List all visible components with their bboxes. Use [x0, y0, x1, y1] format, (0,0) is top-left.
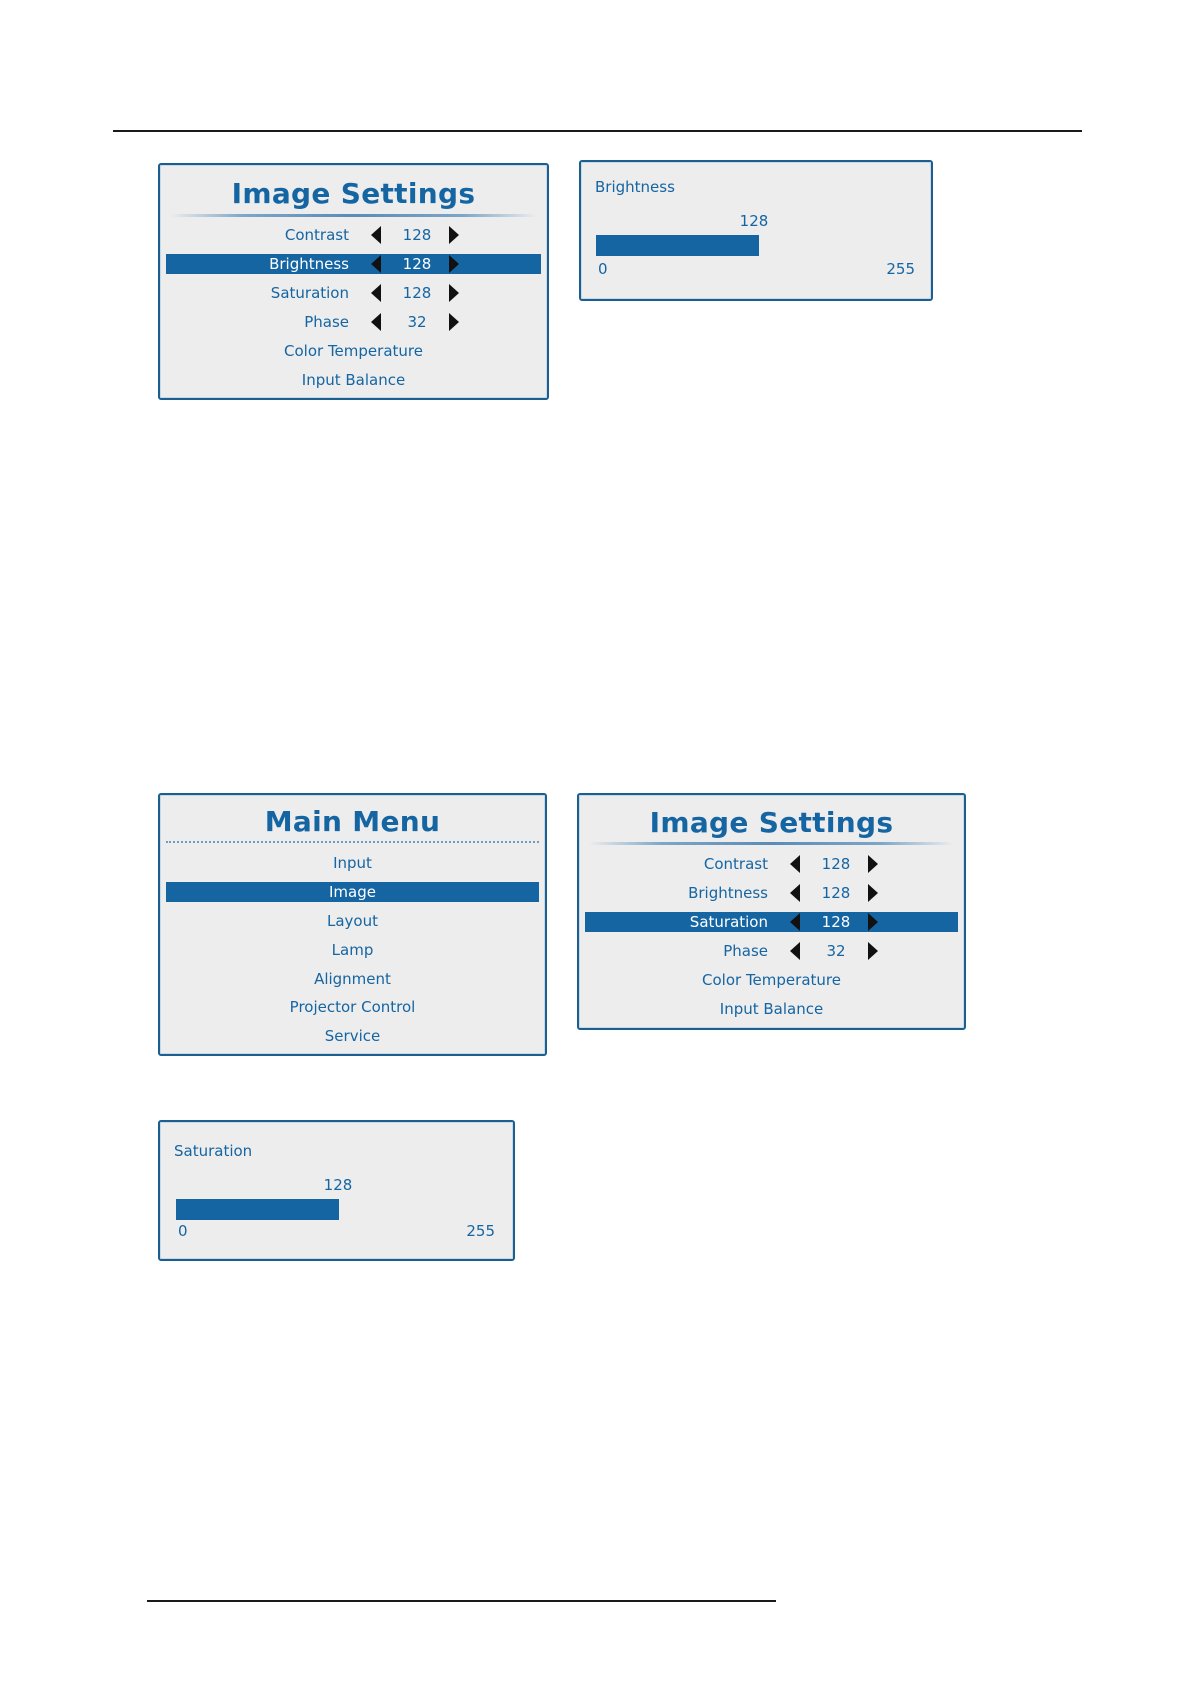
footer-rule	[147, 1600, 776, 1602]
increase-arrow-icon[interactable]	[867, 941, 879, 961]
item-label: Input Balance	[719, 1000, 824, 1018]
menu-item-color-temperature[interactable]	[585, 970, 958, 990]
item-label: Phase	[723, 942, 768, 960]
menu-item-phase[interactable]	[585, 941, 958, 961]
increase-arrow-icon[interactable]	[448, 312, 460, 332]
menu-item-alignment[interactable]	[166, 969, 539, 989]
item-label: Image	[329, 883, 376, 901]
item-label: Contrast	[284, 226, 349, 244]
decrease-arrow-icon[interactable]	[370, 283, 382, 303]
saturation-slider-panel	[158, 1120, 515, 1261]
menu-item-input-balance[interactable]	[166, 370, 541, 390]
panel-title: Main Menu	[264, 805, 441, 838]
menu-item-phase[interactable]	[166, 312, 541, 332]
item-value: 128	[821, 913, 851, 931]
main-menu-panel	[158, 793, 547, 1056]
item-label: Saturation	[270, 284, 349, 302]
item-label: Layout	[327, 912, 378, 930]
menu-item-saturation[interactable]	[166, 283, 541, 303]
menu-item-input[interactable]	[166, 853, 539, 873]
item-label: Contrast	[703, 855, 768, 873]
header-rule	[113, 130, 1082, 132]
title-separator	[166, 841, 539, 843]
item-label: Brightness	[269, 255, 349, 273]
slider-fill	[176, 1199, 339, 1220]
item-value: 32	[407, 313, 427, 331]
increase-arrow-icon[interactable]	[867, 912, 879, 932]
decrease-arrow-icon[interactable]	[789, 854, 801, 874]
brightness-slider-panel	[579, 160, 933, 301]
increase-arrow-icon[interactable]	[448, 225, 460, 245]
item-label: Service	[324, 1027, 381, 1045]
menu-item-contrast[interactable]	[166, 225, 541, 245]
item-value: 128	[402, 284, 432, 302]
item-label: Projector Control	[289, 998, 416, 1016]
item-label: Saturation	[689, 913, 768, 931]
menu-item-projector-control[interactable]	[166, 997, 539, 1017]
item-label: Brightness	[688, 884, 768, 902]
panel-title: Image Settings	[649, 806, 894, 839]
menu-item-image[interactable]	[166, 882, 539, 902]
menu-item-service[interactable]	[166, 1026, 539, 1046]
slider-label: Saturation	[174, 1142, 253, 1160]
title-underline	[170, 214, 537, 217]
item-value: 128	[402, 255, 432, 273]
menu-item-brightness[interactable]	[585, 883, 958, 903]
slider-min: 0	[598, 260, 608, 278]
title-underline	[589, 842, 954, 845]
item-label: Phase	[304, 313, 349, 331]
item-label: Input	[333, 854, 372, 872]
menu-item-saturation[interactable]	[585, 912, 958, 932]
decrease-arrow-icon[interactable]	[370, 254, 382, 274]
menu-item-lamp[interactable]	[166, 940, 539, 960]
slider-min: 0	[178, 1222, 188, 1240]
brightness-slider-track[interactable]	[596, 235, 920, 256]
item-value: 128	[821, 884, 851, 902]
slider-value: 128	[323, 1176, 353, 1194]
increase-arrow-icon[interactable]	[448, 283, 460, 303]
decrease-arrow-icon[interactable]	[370, 225, 382, 245]
increase-arrow-icon[interactable]	[448, 254, 460, 274]
item-label: Lamp	[331, 941, 374, 959]
item-label: Input Balance	[301, 371, 406, 389]
slider-label: Brightness	[595, 178, 675, 196]
slider-value: 128	[739, 212, 769, 230]
item-value: 128	[402, 226, 432, 244]
image-settings-panel	[158, 163, 549, 400]
item-value: 32	[826, 942, 846, 960]
menu-item-contrast[interactable]	[585, 854, 958, 874]
menu-item-color-temperature[interactable]	[166, 341, 541, 361]
decrease-arrow-icon[interactable]	[789, 912, 801, 932]
slider-max: 255	[466, 1222, 495, 1240]
decrease-arrow-icon[interactable]	[789, 941, 801, 961]
item-label: Alignment	[314, 970, 391, 988]
saturation-slider-track[interactable]	[176, 1199, 500, 1220]
item-label: Color Temperature	[702, 971, 841, 989]
slider-fill	[596, 235, 759, 256]
menu-item-input-balance[interactable]	[585, 999, 958, 1019]
decrease-arrow-icon[interactable]	[789, 883, 801, 903]
increase-arrow-icon[interactable]	[867, 883, 879, 903]
image-settings-panel	[577, 793, 966, 1030]
decrease-arrow-icon[interactable]	[370, 312, 382, 332]
increase-arrow-icon[interactable]	[867, 854, 879, 874]
panel-title: Image Settings	[231, 177, 476, 210]
slider-max: 255	[886, 260, 915, 278]
menu-item-layout[interactable]	[166, 911, 539, 931]
item-label: Color Temperature	[284, 342, 423, 360]
menu-item-brightness[interactable]	[166, 254, 541, 274]
item-value: 128	[821, 855, 851, 873]
